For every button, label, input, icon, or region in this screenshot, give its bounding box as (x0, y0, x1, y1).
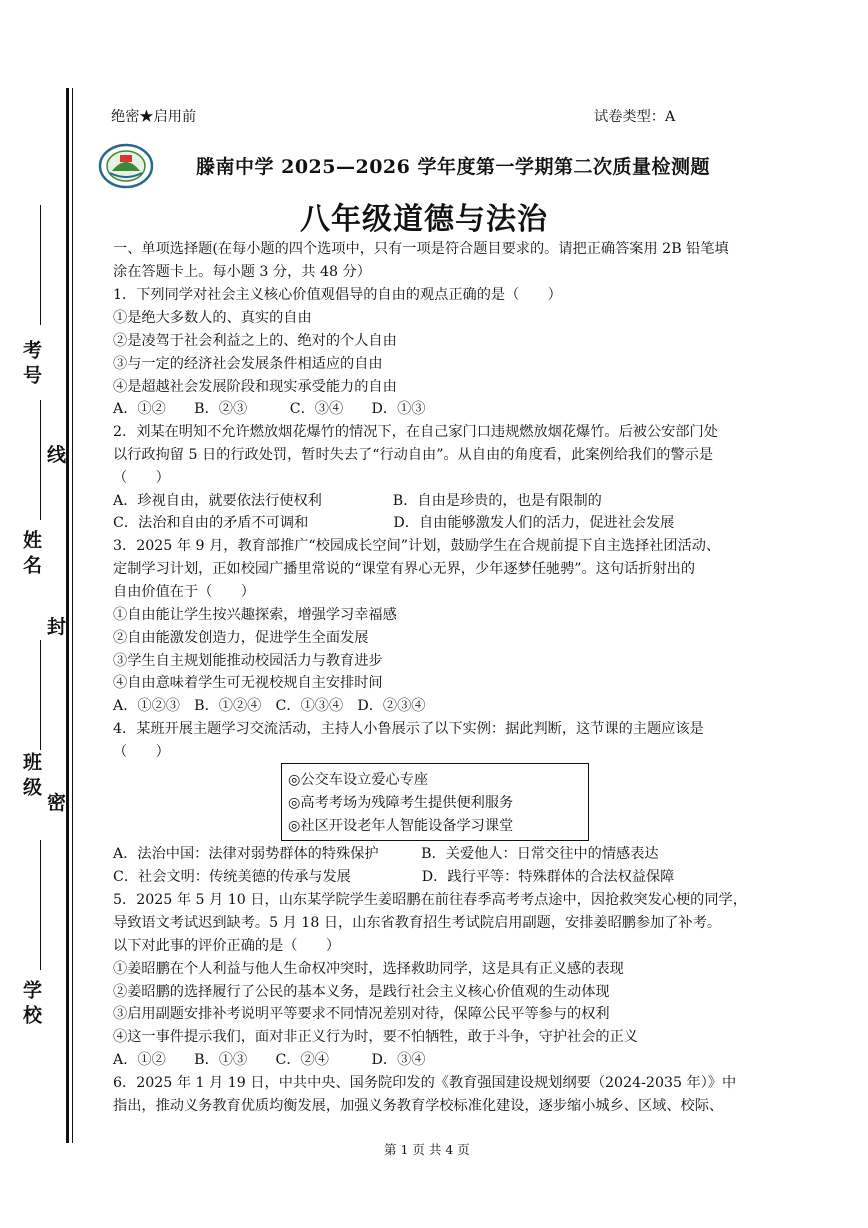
text-line: ③启用副题安排补考说明平等要求不同情况差别对待，保障公民平等参与的权利 (113, 1006, 610, 1022)
subject-title: 八年级道德与法治 (300, 202, 548, 237)
fill-line-name (40, 400, 41, 520)
binding-line (66, 88, 69, 1143)
exam-title: 滕南中学 2025—2026 学年度第一学期第二次质量检测题 (196, 156, 710, 178)
text-line: 1．下列同学对社会主义核心价值观倡导的自由的观点正确的是（ ） (113, 287, 562, 303)
text-line: A．①② B．①③ C．②④ D．③④ (113, 1052, 426, 1068)
text-line: 6．2025 年 1 月 19 日，中共中央、国务院印发的《教育强国建设规划纲要（2024-2035 年）》中 (113, 1075, 737, 1091)
text-line: ④是超越社会发展阶段和现实承受能力的自由 (113, 379, 397, 395)
box-item: ◎高考考场为残障考生提供便利服务 (288, 795, 514, 811)
text-line: ①是绝大多数人的、真实的自由 (113, 310, 312, 326)
text-line: ③与一定的经济社会发展条件相适应的自由 (113, 356, 383, 372)
page-footer: 第 1 页 共 4 页 (384, 1142, 470, 1157)
fill-line-exam-no (40, 205, 41, 325)
text-line: C．社会文明：传统美德的传承与发展 D．践行平等：特殊群体的合法权益保障 (113, 869, 675, 885)
text-line: ②姜昭鹏的选择履行了公民的基本义务，是践行社会主义核心价值观的生动体现 (113, 984, 610, 1000)
text-line: 定制学习计划，正如校园广播里常说的“课堂有界心无界，少年逐梦任驰骋”。这句话折射出的 (113, 561, 696, 577)
text-line: ②是凌驾于社会利益之上的、绝对的个人自由 (113, 333, 397, 349)
text-line: ③学生自主规划能推动校园活力与教育进步 (113, 653, 383, 669)
section-instruction-line-1 (113, 238, 729, 261)
text-line: ①自由能让学生按兴趣探索，增强学习幸福感 (113, 607, 397, 623)
text-line: 以行政拘留 5 日的行政处罚，暂时失去了“行动自由”。从自由的角度看，此案例给我们的警示是 (113, 447, 714, 463)
binding-line-thin (72, 88, 73, 1143)
school-label: 学校 (20, 980, 42, 1030)
example-box (281, 763, 589, 841)
text-line: ①姜昭鹏在个人利益与他人生命权冲突时，选择救助同学，这是具有正义感的表现 (113, 961, 624, 977)
name-label: 姓名 (20, 530, 42, 580)
section-instruction-line-2: 涂在答题卡上。每小题 3 分，共 48 分） (113, 264, 371, 280)
text-line: ②自由能激发创造力，促进学生全面发展 (113, 630, 369, 646)
paper-type: 试卷类型：A (594, 109, 676, 125)
section-instruction-text: 一、单项选择题(在每小题的四个选项中，只有一项是符合题目要求的。请把正确答案用 2B 铅笔填 (113, 241, 729, 257)
seal-xian: 线 (47, 444, 67, 466)
text-line: ④自由意味着学生可无视校规自主安排时间 (113, 675, 383, 691)
text-line: 指出，推动义务教育优质均衡发展，加强义务教育学校标准化建设，逐步缩小城乡、区域、校际、 (113, 1098, 724, 1114)
box-item: ◎公交车设立爱心专座 (288, 772, 429, 788)
text-line: 导致语文考试迟到缺考。5 月 18 日，山东省教育招生考试院启用副题，安排姜昭鹏参加了补考。 (113, 915, 722, 931)
exam-number-label: 考号 (20, 340, 42, 390)
text-line: C．法治和自由的矛盾不可调和 D．自由能够激发人们的活力，促进社会发展 (113, 515, 675, 531)
school-logo (98, 143, 154, 189)
text-line: A．①② B．②③ C．③④ D．①③ (113, 401, 426, 417)
text-line: A．珍视自由，就要依法行使权利 B．自由是珍贵的，也是有限制的 (113, 493, 602, 509)
seal-feng: 封 (47, 616, 67, 638)
box-item: ◎社区开设老年人智能设备学习课堂 (288, 818, 514, 834)
text-line: ④这一事件提示我们，面对非正义行为时，要不怕牺牲，敢于斗争，守护社会的正义 (113, 1029, 638, 1045)
text-line: （ ） (113, 744, 170, 760)
text-line: 3．2025 年 9 月，教育部推广“校园成长空间”计划，鼓励学生在合规前提下自主选择社团活动、 (113, 538, 721, 554)
text-line: 2．刘某在明知不允许燃放烟花爆竹的情况下，在自己家门口违规燃放烟花爆竹。后被公安部门处 (113, 424, 718, 440)
text-line: A．法治中国：法律对弱势群体的特殊保护 B．关爱他人：日常交往中的情感表达 (113, 846, 659, 862)
text-line: 自由价值在于（ ） (113, 584, 255, 600)
fill-line-class (40, 640, 41, 750)
class-label: 班级 (20, 752, 42, 802)
seal-mi: 密 (47, 792, 67, 814)
text-line: 4．某班开展主题学习交流活动，主持人小鲁展示了以下实例：据此判断，这节课的主题应该是 (113, 721, 704, 737)
fill-line-school (40, 840, 41, 970)
text-line: 以下对此事的评价正确的是（ ） (113, 938, 341, 954)
secret-mark: 绝密★启用前 (111, 109, 197, 125)
text-line: 5．2025 年 5 月 10 日，山东某学院学生姜昭鹏在前往春季高考考点途中，因抢救突发心梗的同学， (113, 892, 747, 908)
text-line: A．①②③ B．①②④ C．①③④ D．②③④ (113, 698, 426, 714)
text-line: （ ） (113, 470, 170, 486)
